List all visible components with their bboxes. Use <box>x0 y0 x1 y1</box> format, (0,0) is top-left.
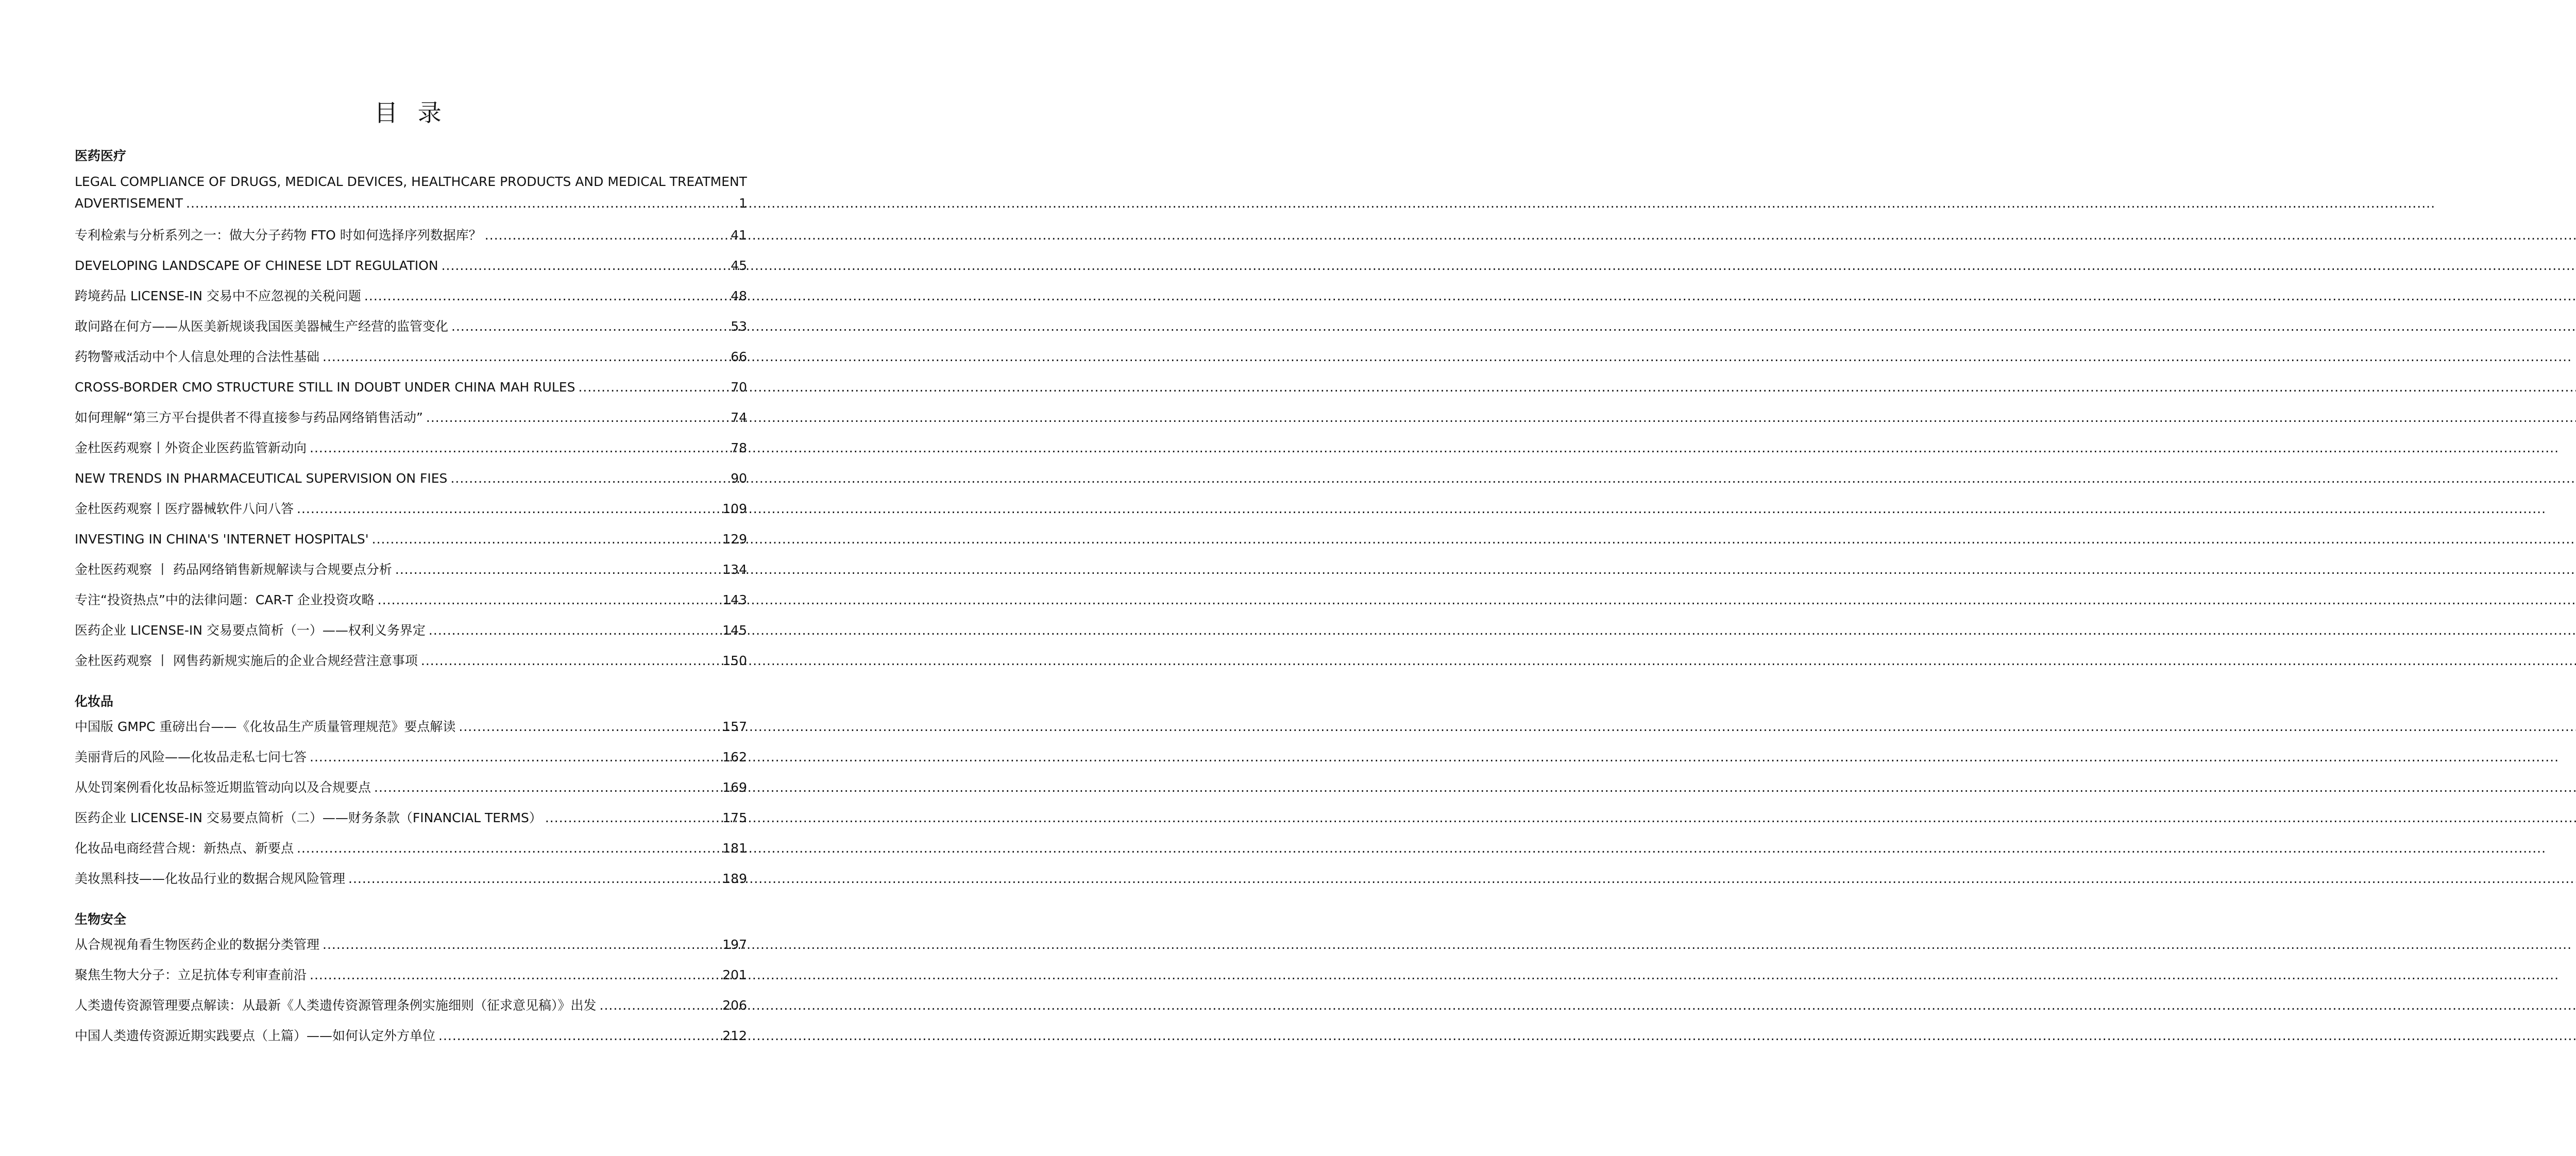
toc-entry[interactable] <box>75 966 747 984</box>
dot-leader <box>545 809 719 827</box>
entry-page-number: 41 <box>731 228 747 243</box>
entry-page-number: 70 <box>731 380 747 395</box>
toc-entry-list <box>75 226 747 670</box>
entry-page-number: 78 <box>731 440 747 455</box>
entry-title: NEW TRENDS IN PHARMACEUTICAL SUPERVISION ON FIES <box>75 471 448 486</box>
entry-page-number: 134 <box>722 562 747 577</box>
toc-entry[interactable] <box>75 870 747 888</box>
entry-page-number: 201 <box>722 967 747 982</box>
dot-leader <box>451 317 727 336</box>
entry-title: 人类遗传资源管理要点解读：从最新《人类遗传资源管理条例实施细则（征求意见稿）》出发 <box>75 998 597 1013</box>
dot-leader <box>372 530 720 549</box>
dot-leader <box>323 936 719 954</box>
dot-leader <box>395 560 719 579</box>
entry-page-number: 48 <box>731 288 747 303</box>
dot-leader <box>374 778 719 797</box>
dot-leader <box>297 500 719 518</box>
entry-title: 中国版 GMPC 重磅出台——《化妆品生产质量管理规范》要点解读 <box>75 719 456 734</box>
toc-entry[interactable] <box>75 409 747 427</box>
entry-title: 聚焦生物大分子：立足抗体专利审查前沿 <box>75 967 307 982</box>
dot-leader <box>323 348 727 366</box>
entry-page-number: 90 <box>731 471 747 486</box>
entry-page-number: 189 <box>722 871 747 886</box>
entry-title: 医药企业 LICENSE-IN 交易要点简析（二）——财务条款（FINANCIAL TERMS） <box>75 810 542 825</box>
entry-title: 金杜医药观察丨外资企业医药监管新动向 <box>75 440 307 455</box>
entry-title: 从合规视角看生物医药企业的数据分类管理 <box>75 937 320 952</box>
entry-page-number: 45 <box>731 258 747 273</box>
dot-leader <box>310 439 727 457</box>
dot-leader <box>421 652 719 670</box>
entry-page-number: 66 <box>731 349 747 364</box>
toc-entry[interactable] <box>75 936 747 954</box>
dot-leader <box>578 378 727 397</box>
entry-page-number: 206 <box>722 998 747 1013</box>
toc-entry[interactable] <box>75 226 747 245</box>
entry-page-number: 74 <box>731 410 747 425</box>
toc-entry[interactable] <box>75 469 747 488</box>
toc-entry[interactable] <box>75 1027 747 1045</box>
entry-title: INVESTING IN CHINA'S 'INTERNET HOSPITALS' <box>75 532 369 547</box>
toc-entry[interactable] <box>75 171 747 214</box>
entry-page-number: 212 <box>722 1028 747 1043</box>
toc-entry[interactable] <box>75 257 747 275</box>
entry-page-number: 1 <box>739 196 747 211</box>
toc-entry-list <box>75 936 747 1045</box>
entry-title: 化妆品电商经营合规：新热点、新要点 <box>75 841 294 856</box>
entry-page-number: 109 <box>722 501 747 516</box>
toc-entry[interactable] <box>75 560 747 579</box>
toc-entry[interactable] <box>75 439 747 457</box>
section-heading: 医药医疗 <box>75 148 127 163</box>
dot-leader <box>485 226 727 245</box>
toc-entry[interactable] <box>75 996 747 1015</box>
entry-page-number: 181 <box>722 841 747 856</box>
entry-title: 中国人类遗传资源近期实践要点（上篇）——如何认定外方单位 <box>75 1028 436 1043</box>
entry-page-number: 150 <box>722 653 747 668</box>
dot-leader <box>429 621 719 640</box>
dot-leader <box>310 966 719 984</box>
toc-entry[interactable] <box>75 718 747 736</box>
toc-title: 目 录 <box>374 99 448 127</box>
entry-page-number: 129 <box>722 532 747 547</box>
entry-title: 专利检索与分析系列之一：做大分子药物 FTO 时如何选择序列数据库？ <box>75 228 482 243</box>
toc-entry[interactable] <box>75 530 747 549</box>
entry-title: 从处罚案例看化妆品标签近期监管动向以及合规要点 <box>75 780 371 795</box>
toc-section-cosmetics <box>75 694 747 888</box>
dot-leader <box>297 839 719 858</box>
toc-entry[interactable] <box>75 839 747 858</box>
toc-entry-list <box>75 718 747 888</box>
toc-entry[interactable] <box>75 778 747 797</box>
toc-section-pharma <box>75 148 747 670</box>
toc-entry[interactable] <box>75 317 747 336</box>
entry-title: 医药企业 LICENSE-IN 交易要点简析（一）——权利义务界定 <box>75 623 426 638</box>
dot-leader <box>426 409 727 427</box>
entry-title: 药物警戒活动中个人信息处理的合法性基础 <box>75 349 320 364</box>
dot-leader <box>378 591 720 609</box>
toc-entry[interactable] <box>75 621 747 640</box>
entry-title: 如何理解“第三方平台提供者不得直接参与药品网络销售活动” <box>75 410 423 425</box>
dot-leader <box>442 257 728 275</box>
entry-title: 跨境药品 LICENSE-IN 交易中不应忽视的关税问题 <box>75 288 361 303</box>
toc-entry[interactable] <box>75 652 747 670</box>
dot-leader <box>186 193 736 214</box>
entry-page-number: 143 <box>722 592 747 607</box>
toc-entry[interactable] <box>75 591 747 609</box>
section-heading: 生物安全 <box>75 912 127 927</box>
entry-title: CROSS-BORDER CMO STRUCTURE STILL IN DOUBT UNDER CHINA MAH RULES <box>75 380 575 395</box>
entry-title-line2: ADVERTISEMENT <box>75 196 183 211</box>
entry-page-number: 175 <box>722 810 747 825</box>
dot-leader <box>600 996 720 1015</box>
dot-leader <box>450 469 727 488</box>
entry-title: DEVELOPING LANDSCAPE OF CHINESE LDT REGULATION <box>75 258 438 273</box>
entry-page-number: 157 <box>722 719 747 734</box>
dot-leader <box>459 718 719 736</box>
toc-section-biosafety <box>75 912 747 1045</box>
dot-leader <box>348 870 719 888</box>
entry-page-number: 162 <box>722 750 747 764</box>
toc-entry[interactable] <box>75 348 747 366</box>
toc-page <box>75 0 747 1057</box>
entry-title: 金杜医药观察 丨 药品网络销售新规解读与合规要点分析 <box>75 562 392 577</box>
toc-entry[interactable] <box>75 748 747 767</box>
entry-title: 敢问路在何方——从医美新规谈我国医美器械生产经营的监管变化 <box>75 319 449 334</box>
entry-page-number: 197 <box>722 937 747 952</box>
dot-leader <box>438 1027 719 1045</box>
section-heading: 化妆品 <box>75 694 114 709</box>
entry-title: 美丽背后的风险——化妆品走私七问七答 <box>75 750 307 764</box>
dot-leader <box>310 748 719 767</box>
entry-title-line1: LEGAL COMPLIANCE OF DRUGS, MEDICAL DEVICES, HEALTHCARE PRODUCTS AND MEDICAL TREATMENT <box>75 174 747 189</box>
toc-entry[interactable] <box>75 500 747 518</box>
entry-page-number: 169 <box>722 780 747 795</box>
entry-title: 金杜医药观察 丨 网售药新规实施后的企业合规经营注意事项 <box>75 653 418 668</box>
toc-entry[interactable] <box>75 287 747 305</box>
dot-leader <box>364 287 727 305</box>
toc-entry[interactable] <box>75 809 747 827</box>
entry-page-number: 53 <box>731 319 747 334</box>
entry-title: 专注“投资热点”中的法律问题：CAR-T 企业投资攻略 <box>75 592 375 607</box>
entry-page-number: 145 <box>722 623 747 638</box>
entry-title: 金杜医药观察丨医疗器械软件八问八答 <box>75 501 294 516</box>
entry-title: 美妆黑科技——化妆品行业的数据合规风险管理 <box>75 871 346 886</box>
toc-entry[interactable] <box>75 378 747 397</box>
